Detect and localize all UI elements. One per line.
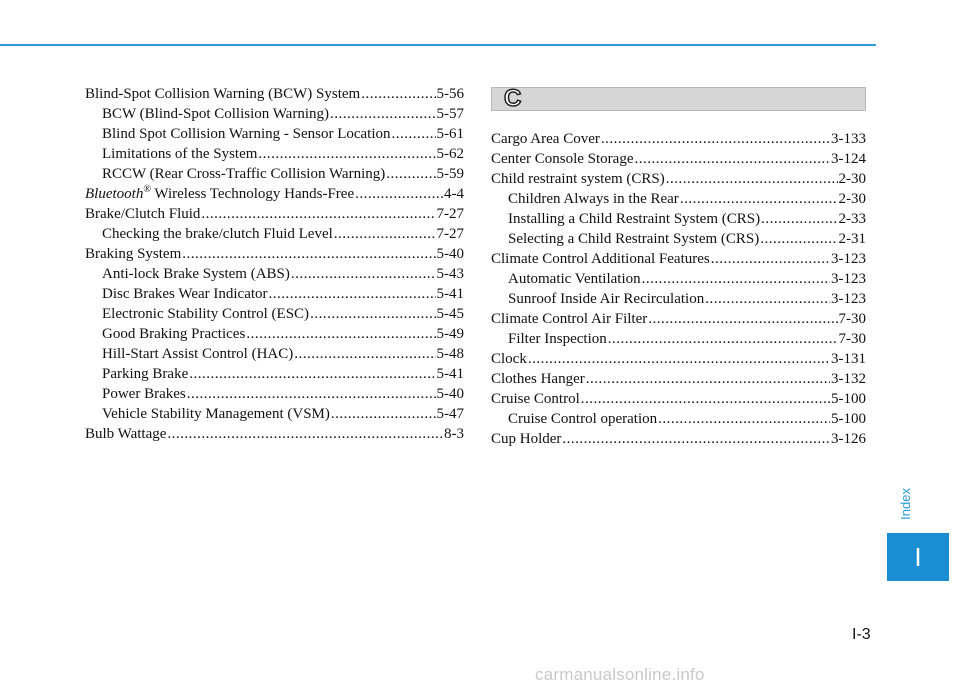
side-index-label[interactable]: Index xyxy=(898,488,913,520)
entry-page-ref[interactable]: 5-57 xyxy=(436,106,464,122)
index-column-left xyxy=(85,84,464,444)
entry-page-ref[interactable]: 2-30 xyxy=(838,191,866,207)
entry-label: Sunroof Inside Air Recirculation xyxy=(508,291,705,307)
entry-label xyxy=(85,184,354,204)
leader-dots xyxy=(361,84,435,104)
watermark: carmanualsonline.info xyxy=(535,665,705,684)
leader-dots xyxy=(258,144,435,164)
leader-dots xyxy=(648,309,837,329)
entry-page-ref[interactable]: 3-132 xyxy=(831,371,866,387)
entry-page-ref[interactable]: 3-123 xyxy=(831,271,866,287)
entry-label: Power Brakes xyxy=(102,386,186,402)
index-subentry[interactable] xyxy=(85,104,464,124)
entry-label: Cup Holder xyxy=(491,431,562,447)
entry-page-ref[interactable]: 5-40 xyxy=(436,246,464,262)
leader-dots xyxy=(334,224,436,244)
entry-page-ref[interactable]: 3-131 xyxy=(831,351,866,367)
index-entry[interactable] xyxy=(85,204,464,224)
index-entry[interactable] xyxy=(491,309,866,329)
index-entry[interactable] xyxy=(491,349,866,369)
index-subentry[interactable] xyxy=(85,324,464,344)
header-rule xyxy=(0,44,876,46)
entry-label: Anti-lock Brake System (ABS) xyxy=(102,266,290,282)
index-subentry[interactable] xyxy=(491,189,866,209)
leader-dots xyxy=(291,264,436,284)
leader-dots xyxy=(331,404,436,424)
entry-page-ref[interactable]: 5-100 xyxy=(831,391,866,407)
entry-page-ref[interactable]: 5-56 xyxy=(436,86,464,102)
leader-dots xyxy=(386,164,435,184)
leader-dots xyxy=(642,269,830,289)
entry-page-ref[interactable]: 8-3 xyxy=(444,426,464,442)
entry-label: RCCW (Rear Cross-Traffic Collision Warning) xyxy=(102,166,386,182)
index-entry[interactable] xyxy=(491,149,866,169)
entry-page-ref[interactable]: 5-40 xyxy=(436,386,464,402)
index-column-right xyxy=(491,129,866,449)
entry-label: Child restraint system (CRS) xyxy=(491,171,665,187)
index-subentry[interactable] xyxy=(491,209,866,229)
index-entry[interactable] xyxy=(491,369,866,389)
index-entry[interactable] xyxy=(85,424,464,444)
entry-page-ref[interactable]: 5-48 xyxy=(436,346,464,362)
leader-dots xyxy=(658,409,830,429)
index-subentry[interactable] xyxy=(491,269,866,289)
entry-page-ref[interactable]: 5-100 xyxy=(831,411,866,427)
entry-label: Blind Spot Collision Warning - Sensor Location xyxy=(102,126,391,142)
leader-dots xyxy=(246,324,435,344)
leader-dots xyxy=(189,364,435,384)
leader-dots xyxy=(182,244,435,264)
index-subentry[interactable] xyxy=(85,344,464,364)
entry-label-sup: ® xyxy=(143,184,151,195)
leader-dots xyxy=(562,429,830,449)
entry-label: Filter Inspection xyxy=(508,331,607,347)
leader-dots xyxy=(294,344,435,364)
entry-label-italic: Bluetooth xyxy=(85,186,144,202)
entry-label: Hill-Start Assist Control (HAC) xyxy=(102,346,294,362)
entry-label: Cruise Control operation xyxy=(508,411,658,427)
entry-label: Brake/Clutch Fluid xyxy=(85,206,201,222)
entry-label: Vehicle Stability Management (VSM) xyxy=(102,406,330,422)
entry-label: Disc Brakes Wear Indicator xyxy=(102,286,268,302)
entry-label: Cruise Control xyxy=(491,391,580,407)
entry-page-ref[interactable]: 3-123 xyxy=(831,291,866,307)
entry-label: Children Always in the Rear xyxy=(508,191,679,207)
entry-page-ref[interactable]: 5-41 xyxy=(436,366,464,382)
leader-dots xyxy=(760,229,837,249)
leader-dots xyxy=(201,204,435,224)
entry-page-ref[interactable]: 2-31 xyxy=(838,231,866,247)
entry-page-ref[interactable]: 2-30 xyxy=(838,171,866,187)
entry-label-text: Wireless Technology Hands-Free xyxy=(150,186,355,202)
index-subentry[interactable] xyxy=(85,364,464,384)
leader-dots xyxy=(392,124,436,144)
leader-dots xyxy=(330,104,436,124)
index-subentry[interactable] xyxy=(491,409,866,429)
leader-dots xyxy=(528,349,830,369)
entry-label: Electronic Stability Control (ESC) xyxy=(102,306,310,322)
entry-label: Clothes Hanger xyxy=(491,371,585,387)
leader-dots xyxy=(355,184,443,204)
leader-dots xyxy=(634,149,830,169)
index-subentry[interactable] xyxy=(491,329,866,349)
index-entry[interactable] xyxy=(85,244,464,264)
index-subentry[interactable] xyxy=(85,164,464,184)
entry-page-ref[interactable]: 5-43 xyxy=(436,266,464,282)
entry-page-ref[interactable]: 5-59 xyxy=(436,166,464,182)
entry-label: BCW (Blind-Spot Collision Warning) xyxy=(102,106,329,122)
entry-page-ref[interactable]: 3-123 xyxy=(831,251,866,267)
index-entry[interactable] xyxy=(85,184,464,204)
entry-label: Automatic Ventilation xyxy=(508,271,641,287)
leader-dots xyxy=(608,329,838,349)
entry-page-ref[interactable]: 5-62 xyxy=(436,146,464,162)
entry-label: Installing a Child Restraint System (CRS) xyxy=(508,211,761,227)
index-subentry[interactable] xyxy=(85,144,464,164)
index-entry[interactable] xyxy=(491,249,866,269)
entry-label: Climate Control Additional Features xyxy=(491,251,710,267)
index-entry[interactable] xyxy=(491,429,866,449)
index-subentry[interactable] xyxy=(85,284,464,304)
leader-dots xyxy=(187,384,436,404)
entry-page-ref[interactable]: 5-45 xyxy=(436,306,464,322)
entry-label: Climate Control Air Filter xyxy=(491,311,648,327)
entry-label: Center Console Storage xyxy=(491,151,634,167)
entry-page-ref[interactable]: 5-61 xyxy=(436,126,464,142)
leader-dots xyxy=(601,129,830,149)
section-letter: C xyxy=(504,85,522,112)
index-entry[interactable] xyxy=(491,169,866,189)
entry-page-ref[interactable]: 3-126 xyxy=(831,431,866,447)
leader-dots xyxy=(167,424,443,444)
entry-page-ref[interactable]: 7-30 xyxy=(838,311,866,327)
leader-dots xyxy=(310,304,435,324)
entry-page-ref[interactable]: 4-4 xyxy=(444,186,464,202)
entry-label: Selecting a Child Restraint System (CRS) xyxy=(508,231,760,247)
index-subentry[interactable] xyxy=(491,229,866,249)
entry-label: Bulb Wattage xyxy=(85,426,167,442)
section-header-c xyxy=(491,87,866,111)
index-subentry[interactable] xyxy=(85,224,464,244)
entry-page-ref[interactable]: 5-47 xyxy=(436,406,464,422)
index-subentry[interactable] xyxy=(85,304,464,324)
index-entry[interactable] xyxy=(85,84,464,104)
entry-label: Parking Brake xyxy=(102,366,189,382)
leader-dots xyxy=(680,189,838,209)
entry-page-ref[interactable]: 3-133 xyxy=(831,131,866,147)
leader-dots xyxy=(666,169,838,189)
index-subentry[interactable] xyxy=(85,264,464,284)
leader-dots xyxy=(586,369,830,389)
leader-dots xyxy=(581,389,830,409)
side-index-tab[interactable]: I xyxy=(887,533,949,581)
entry-page-ref[interactable]: 7-27 xyxy=(436,206,464,222)
entry-page-ref[interactable]: 5-41 xyxy=(436,286,464,302)
entry-page-ref[interactable]: 2-33 xyxy=(838,211,866,227)
index-subentry[interactable] xyxy=(491,289,866,309)
index-entry[interactable] xyxy=(491,129,866,149)
leader-dots xyxy=(269,284,436,304)
index-subentry[interactable] xyxy=(85,404,464,424)
index-subentry[interactable] xyxy=(85,384,464,404)
entry-page-ref[interactable]: 7-27 xyxy=(436,226,464,242)
leader-dots xyxy=(705,289,830,309)
entry-label: Blind-Spot Collision Warning (BCW) System xyxy=(85,86,361,102)
entry-label: Cargo Area Cover xyxy=(491,131,600,147)
entry-page-ref[interactable]: 7-30 xyxy=(838,331,866,347)
entry-label: Good Braking Practices xyxy=(102,326,246,342)
entry-page-ref[interactable]: 3-124 xyxy=(831,151,866,167)
entry-page-ref[interactable]: 5-49 xyxy=(436,326,464,342)
entry-label: Limitations of the System xyxy=(102,146,258,162)
entry-label: Braking System xyxy=(85,246,182,262)
page-number: I-3 xyxy=(852,626,871,643)
leader-dots xyxy=(761,209,837,229)
leader-dots xyxy=(711,249,830,269)
index-entry[interactable] xyxy=(491,389,866,409)
entry-label: Checking the brake/clutch Fluid Level xyxy=(102,226,333,242)
index-subentry[interactable] xyxy=(85,124,464,144)
entry-label: Clock xyxy=(491,351,527,367)
